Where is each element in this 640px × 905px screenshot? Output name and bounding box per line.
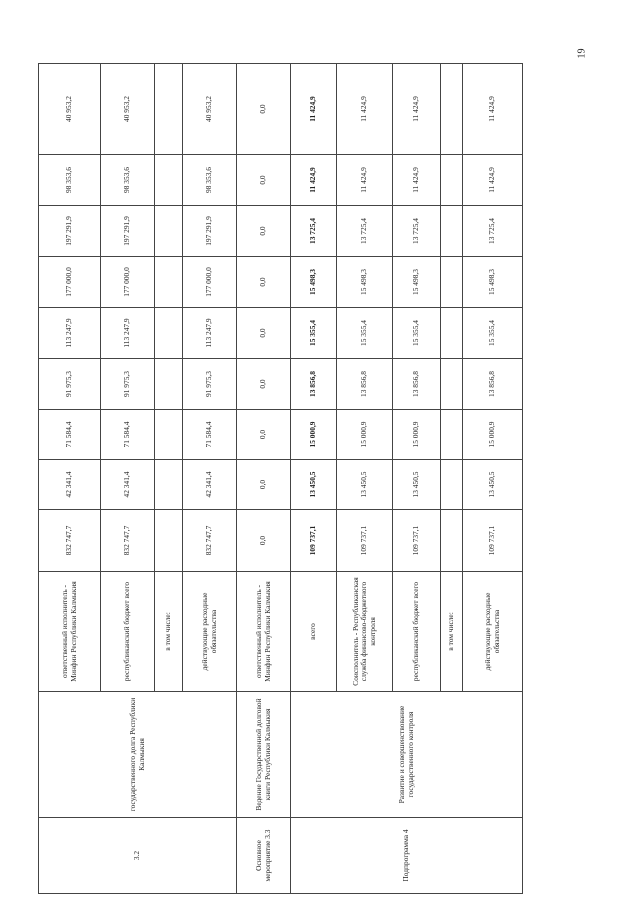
funding-source-cell: республиканский бюджет всего	[101, 572, 155, 692]
rotated-table-wrapper	[38, 64, 522, 894]
value-cell: 15 000,9	[463, 410, 523, 460]
row-code-cell: Подпрограмма 4	[291, 818, 523, 894]
value-cell	[155, 257, 183, 308]
value-cell: 13 725,4	[291, 206, 337, 257]
value-cell: 42 341,4	[183, 460, 237, 510]
value-cell: 15 498,3	[463, 257, 523, 308]
row-title-cell: государственного долга Республики Калмыкия	[39, 692, 237, 818]
value-cell: 109 737,1	[393, 510, 441, 572]
value-cell: 13 856,8	[463, 359, 523, 410]
value-cell	[441, 510, 463, 572]
value-cell: 15 000,9	[337, 410, 393, 460]
table-container	[38, 64, 522, 894]
row-title-cell: Развитие и совершенствование государственного контроля	[291, 692, 523, 818]
value-cell: 11 424,9	[463, 64, 523, 155]
value-cell: 15 498,3	[337, 257, 393, 308]
value-cell: 0,0	[237, 460, 291, 510]
value-cell	[155, 64, 183, 155]
value-cell: 91 975,3	[39, 359, 101, 410]
value-cell	[155, 206, 183, 257]
value-cell	[441, 206, 463, 257]
value-cell: 98 353,6	[39, 155, 101, 206]
funding-source-cell: действующие расходные обязательства	[183, 572, 237, 692]
value-cell	[441, 359, 463, 410]
value-cell: 42 341,4	[101, 460, 155, 510]
value-cell	[441, 460, 463, 510]
value-cell: 11 424,9	[291, 64, 337, 155]
funding-source-cell: в том числе:	[441, 572, 463, 692]
funding-source-cell: ответственный исполнитель - Минфин Республики Калмыкия	[237, 572, 291, 692]
value-cell: 113 247,9	[183, 308, 237, 359]
funding-source-cell: республиканский бюджет всего	[393, 572, 441, 692]
value-cell: 109 737,1	[337, 510, 393, 572]
value-cell: 109 737,1	[291, 510, 337, 572]
value-cell: 13 450,5	[393, 460, 441, 510]
value-cell	[441, 257, 463, 308]
value-cell: 197 291,9	[39, 206, 101, 257]
table-row	[291, 64, 337, 894]
value-cell: 11 424,9	[291, 155, 337, 206]
value-cell: 177 000,0	[183, 257, 237, 308]
value-cell: 11 424,9	[393, 64, 441, 155]
value-cell: 11 424,9	[337, 64, 393, 155]
budget-table	[38, 63, 523, 894]
value-cell: 113 247,9	[39, 308, 101, 359]
value-cell: 11 424,9	[393, 155, 441, 206]
table-row	[237, 64, 291, 894]
value-cell: 15 355,4	[393, 308, 441, 359]
value-cell: 98 353,6	[101, 155, 155, 206]
row-title-cell: Ведение Государственной долговой книги Республики Калмыкия	[237, 692, 291, 818]
value-cell: 40 953,2	[39, 64, 101, 155]
value-cell: 0,0	[237, 359, 291, 410]
value-cell: 13 450,5	[291, 460, 337, 510]
value-cell: 197 291,9	[101, 206, 155, 257]
value-cell: 13 725,4	[337, 206, 393, 257]
value-cell: 13 725,4	[463, 206, 523, 257]
value-cell: 71 584,4	[101, 410, 155, 460]
value-cell: 11 424,9	[463, 155, 523, 206]
funding-source-cell: действующие расходные обязательства	[463, 572, 523, 692]
value-cell: 177 000,0	[101, 257, 155, 308]
funding-source-cell: Соисполнитель - Республиканская служба финансово-бюджетного контроля	[337, 572, 393, 692]
value-cell	[155, 410, 183, 460]
value-cell	[155, 460, 183, 510]
value-cell: 13 450,5	[337, 460, 393, 510]
value-cell: 15 498,3	[291, 257, 337, 308]
value-cell: 15 355,4	[291, 308, 337, 359]
value-cell: 71 584,4	[39, 410, 101, 460]
value-cell: 42 341,4	[39, 460, 101, 510]
row-code-cell: Основное мероприятие 3.3	[237, 818, 291, 894]
funding-source-cell: всего	[291, 572, 337, 692]
value-cell: 0,0	[237, 206, 291, 257]
value-cell: 0,0	[237, 257, 291, 308]
value-cell: 13 856,8	[393, 359, 441, 410]
value-cell	[155, 510, 183, 572]
value-cell: 15 498,3	[393, 257, 441, 308]
value-cell: 15 355,4	[463, 308, 523, 359]
value-cell: 0,0	[237, 510, 291, 572]
value-cell	[441, 410, 463, 460]
value-cell: 0,0	[237, 308, 291, 359]
value-cell: 13 856,8	[291, 359, 337, 410]
value-cell	[155, 359, 183, 410]
value-cell: 98 353,6	[183, 155, 237, 206]
value-cell	[441, 155, 463, 206]
value-cell: 109 737,1	[463, 510, 523, 572]
value-cell	[441, 308, 463, 359]
value-cell: 177 000,0	[39, 257, 101, 308]
value-cell: 832 747,7	[101, 510, 155, 572]
value-cell: 40 953,2	[101, 64, 155, 155]
value-cell	[441, 64, 463, 155]
value-cell: 91 975,3	[183, 359, 237, 410]
value-cell: 0,0	[237, 410, 291, 460]
value-cell	[155, 155, 183, 206]
value-cell: 832 747,7	[183, 510, 237, 572]
table-row	[39, 64, 101, 894]
value-cell: 197 291,9	[183, 206, 237, 257]
value-cell: 11 424,9	[337, 155, 393, 206]
value-cell: 832 747,7	[39, 510, 101, 572]
value-cell: 15 000,9	[291, 410, 337, 460]
value-cell: 71 584,4	[183, 410, 237, 460]
value-cell	[155, 308, 183, 359]
value-cell: 91 975,3	[101, 359, 155, 410]
value-cell: 13 856,8	[337, 359, 393, 410]
row-code-cell: 3.2	[39, 818, 237, 894]
value-cell: 0,0	[237, 155, 291, 206]
page-number: 19	[576, 48, 588, 59]
funding-source-cell: в том числе:	[155, 572, 183, 692]
funding-source-cell: ответственный исполнитель - Минфин Республики Калмыкия	[39, 572, 101, 692]
value-cell: 15 000,9	[393, 410, 441, 460]
value-cell: 113 247,9	[101, 308, 155, 359]
value-cell: 0,0	[237, 64, 291, 155]
value-cell: 15 355,4	[337, 308, 393, 359]
value-cell: 13 725,4	[393, 206, 441, 257]
value-cell: 40 953,2	[183, 64, 237, 155]
value-cell: 13 450,5	[463, 460, 523, 510]
